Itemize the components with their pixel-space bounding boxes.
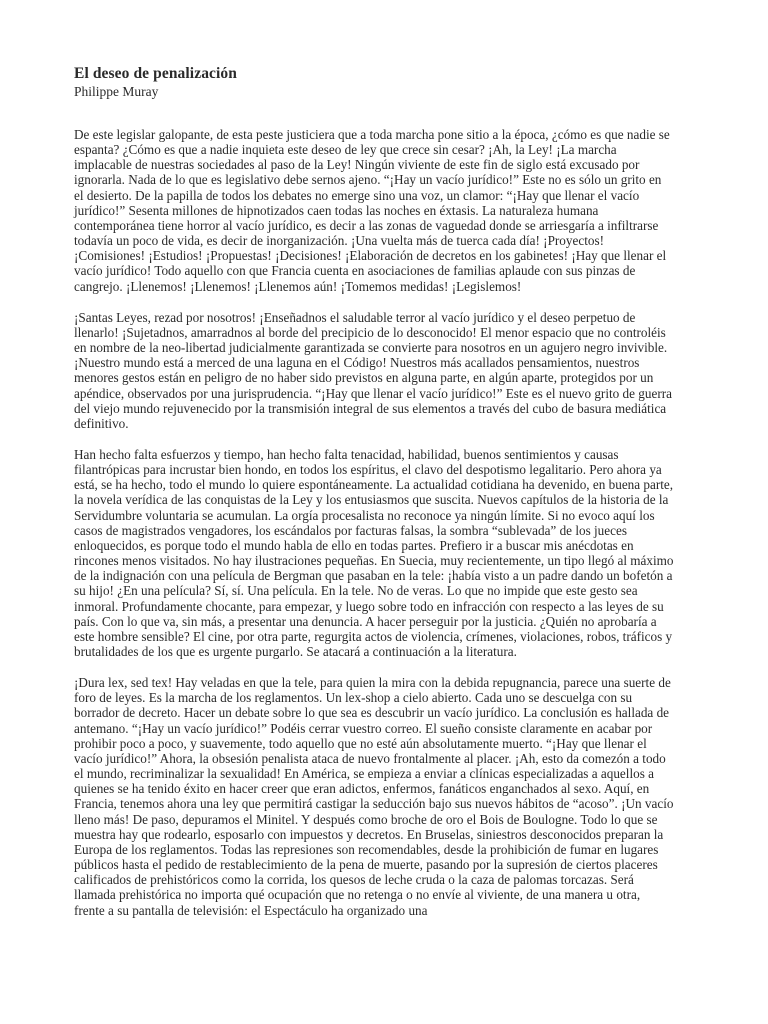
paragraph-2: ¡Santas Leyes, rezad por nosotros! ¡Enseñadnos el saludable terror al vacío jurídico y el deseo perpetuo de llenarlo! ¡Sujetadnos, amarradnos al borde del precipicio de lo desconocido! El menor espacio que no controléis en nombre de la neo-libertad judicialmente garantizada se convierte para nosotros en un agujero negro invivible. ¡Nuestro mundo está a merced de una laguna en el Código! Nuestros más acallados pensamientos, nuestros menores gestos están en peligro de no haber sido previstos en alguna parte, en algún aparte, protegidos por un apéndice, observados por una jurisprudencia. “¡Hay que llenar el vacío jurídico!” Este es el nuevo grito de guerra del viejo mundo rejuvenecido por la transmisión integral de sus elementos a través del cubo de basura mediática definitivo.	[74, 309, 672, 431]
paragraph-1: De este legislar galopante, de esta peste justiciera que a toda marcha pone sitio a la época, ¿cómo es que nadie se espanta? ¿Cómo es que a nadie inquieta este deseo de ley que crece sin cesar? ¡Ah, la Ley! ¡La marcha implacable de nuestras sociedades al paso de la Ley! Ningún viviente de este fin de siglo está excusado por ignorarla. Nada de lo que es legislativo debe sernos ajeno. “¡Hay un vacío jurídico!” Este no es sólo un grito en el desierto. De la papilla de todos los debates no emerge sino una voz, un clamor: “¡Hay que llenar el vacío jurídico!” Sesenta millones de hipnotizados caen todas las noches en éxtasis. La naturaleza humana contemporánea tiene horror al vacío jurídico, es decir a las zonas de vaguedad donde se arriesgaría a infiltrarse todavía un poco de vida, es decir de inorganización. ¡Una vuelta más de tuerca cada día! ¡Proyectos! ¡Comisiones! ¡Estudios! ¡Propuestas! ¡Decisiones! ¡Elaboración de decretos en los gabinetes! ¡Hay que llenar el vacío jurídico! Todo aquello con que Francia cuenta en asociaciones de familias aplaude con sus pinzas de cangrejo. ¡Llenemos! ¡Llenemos! ¡Llenemos aún! ¡Tomemos medidas! ¡Legislemos!	[74, 127, 670, 294]
paragraph-3: Han hecho falta esfuerzos y tiempo, han hecho falta tenacidad, habilidad, buenos sentimientos y causas filantrópicas para incrustar bien hondo, en todos los espíritus, el clavo del despotismo legalitario. Pero ahora ya está, se ha hecho, todo el mundo lo quiere espontáneamente. La actualidad cotidiana ha devenido, en buena parte, la novela verídica de las conquistas de la Ley y los entusiasmos que suscita. Nuevos capítulos de la historia de la Servidumbre voluntaria se acumulan. La orgía procesalista no reconoce ya ningún límite. Si no evoco aquí los casos de magistrados vengadores, los escándalos por facturas falsas, la sombra “sublevada” de los jueces enloquecidos, es porque todo el mundo habla de ello en todas partes. Prefiero ir a buscar mis anécdotas en rincones menos visitados. No hay ilustraciones pequeñas. En Suecia, muy recientemente, un tipo llegó al máximo de la indignación con una película de Bergman que pasaban en la tele: ¡había visto a un padre dando un bofetón a su hijo! ¿En una película? Sí, sí. Una película. En la tele. No de veras. Lo que no impide que este gesto sea inmoral. Profundamente chocante, para empezar, y luego sobre todo en infracción con respecto a las leyes de su país. Con lo que va, sin más, a presentar una denuncia. A hacer perseguir por la justicia. ¿Quién no aprobaría a este hombre sensible? El cine, por otra parte, regurgita actos de violencia, crímenes, violaciones, robos, tráficos y brutalidades de los que es urgente purgarlo. Se atacará a continuación a la literatura.	[74, 446, 674, 659]
paragraph-4: ¡Dura lex, sed tex! Hay veladas en que la tele, para quien la mira con la debida repugnancia, parece una suerte de foro de leyes. Es la marcha de los reglamentos. Un lex-shop a cielo abierto. Cada uno se descuelga con su borrador de decreto. Hacer un debate sobre lo que sea es descubrir un vacío jurídico. La conclusión es hallada de antemano. “¡Hay un vacío jurídico!” Podéis cerrar vuestro correo. El sueño consiste claramente en acabar por prohibir poco a poco, y suavemente, todo aquello que no esté aún absolutamente muerto. “¡Hay que llenar el vacío jurídico!” Ahora, la obsesión penalista ataca de nuevo frontalmente al placer. ¡Ah, esto da comezón a todo el mundo, recriminalizar la sexualidad! En América, se empieza a enviar a clínicas especializadas a aquellos a quienes se ha tenido éxito en hacer creer que eran adictos, enfermos, fanáticos enganchados al sexo. Aquí, en Francia, tenemos ahora una ley que permitirá castigar la seducción bajo sus nuevos hábitos de “acoso”. ¡Un vacío lleno más! De paso, depuramos el Minitel. Y después como broche de oro el Bois de Boulogne. Todo lo que se muestra hay que rodearlo, esposarlo con impuestos y decretos. En Bruselas, siniestros desconocidos preparan la Europa de los reglamentos. Todas las represiones son recomendables, desde la prohibición de fumar en lugares públicos hasta el pedido de restablecimiento de la pena de muerte, pasando por la supresión de ciertos placeres calificados de prehistóricos como la corrida, los quesos de leche cruda o la caza de palomas torcazas. Será llamada prehistórica no importa qué ocupación que no retenga o no envíe al viviente, de una manera u otra, frente a su pantalla de televisión: el Espectáculo ha organizado una	[74, 675, 674, 918]
document-body	[74, 127, 674, 934]
document-title: El deseo de penalización	[74, 65, 238, 82]
document-author: Philippe Muray	[74, 84, 159, 99]
document-page	[74, 64, 674, 918]
